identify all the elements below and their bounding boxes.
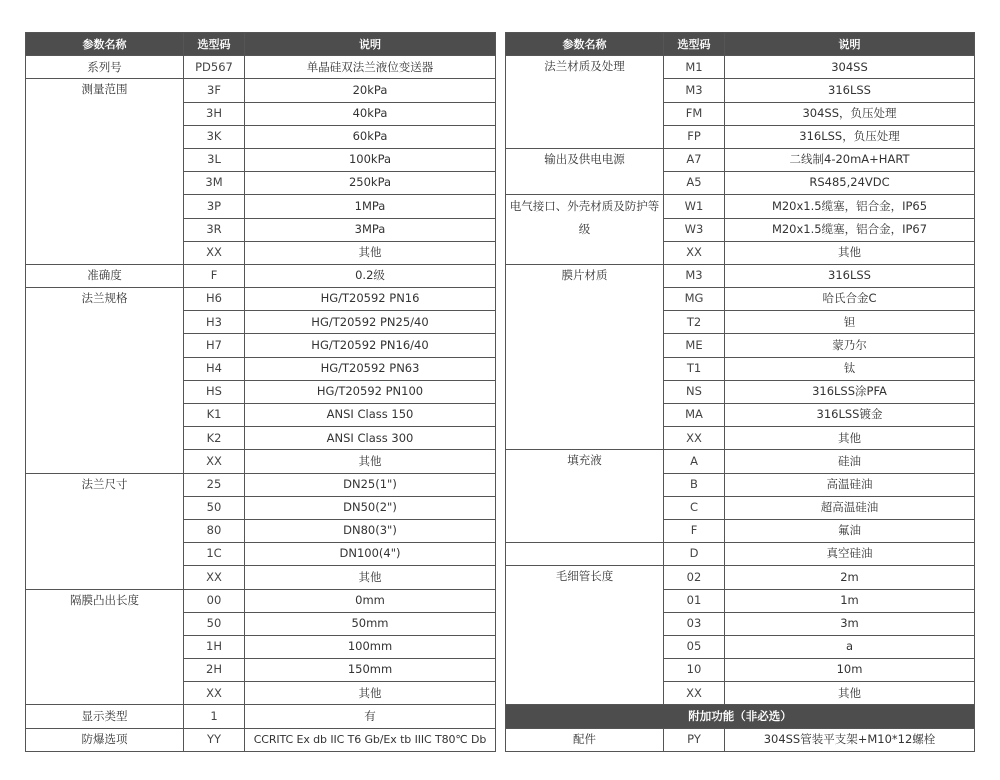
option-code: 1C [184,543,245,566]
option-description: 钛 [725,357,975,380]
option-code: FP [664,125,725,148]
option-code: 02 [664,566,725,589]
option-description: 蒙乃尔 [725,334,975,357]
option-code: H4 [184,357,245,380]
left-spec-table [25,32,496,752]
table-row [26,264,496,287]
table-row [26,728,496,751]
param-name [506,543,664,566]
table-row [506,56,975,79]
option-description: 单晶硅双法兰液位变送器 [245,56,496,79]
option-description: 3m [725,612,975,635]
option-code: H7 [184,334,245,357]
option-description: RS485,24VDC [725,172,975,195]
option-description: 40kPa [245,102,496,125]
option-description: 316LSS [725,79,975,102]
param-name: 防爆选项 [26,728,184,751]
option-code: XX [184,566,245,589]
option-description: 100mm [245,635,496,658]
option-description: 2m [725,566,975,589]
option-code: H3 [184,311,245,334]
option-description: 0mm [245,589,496,612]
option-description: 高温硅油 [725,473,975,496]
option-description: ANSI Class 150 [245,404,496,427]
option-code: 3L [184,148,245,171]
option-code: T2 [664,311,725,334]
option-code: T1 [664,357,725,380]
option-code: 3H [184,102,245,125]
option-description: a [725,635,975,658]
option-code: 2H [184,659,245,682]
table-row [506,148,975,171]
param-name: 膜片材质 [506,264,664,450]
option-description: HG/T20592 PN25/40 [245,311,496,334]
param-name: 系列号 [26,56,184,79]
option-code: 00 [184,589,245,612]
header-param: 参数名称 [506,33,664,56]
table-row [26,56,496,79]
header-code: 选型码 [664,33,725,56]
option-code: M3 [664,264,725,287]
option-description: 其他 [725,682,975,705]
option-code: H6 [184,288,245,311]
option-code: B [664,473,725,496]
option-description: M20x1.5缆塞，铝合金，IP65 [725,195,975,218]
option-code: 10 [664,659,725,682]
option-code: M1 [664,56,725,79]
option-code: 80 [184,519,245,542]
option-description: 有 [245,705,496,728]
option-description: 硅油 [725,450,975,473]
param-name: 毛细管长度 [506,566,664,705]
option-description: 其他 [245,241,496,264]
option-code: F [664,519,725,542]
option-description: 其他 [245,450,496,473]
option-code: M3 [664,79,725,102]
option-description: 哈氏合金C [725,288,975,311]
table-row [26,705,496,728]
option-code: ME [664,334,725,357]
table-row [506,450,975,473]
option-description: 3MPa [245,218,496,241]
option-description: 1MPa [245,195,496,218]
option-description: 316LSS，负压处理 [725,125,975,148]
additional-functions-section-row [506,705,975,728]
option-code: NS [664,380,725,403]
option-code: HS [184,380,245,403]
option-description: 10m [725,659,975,682]
param-name: 输出及供电电源 [506,148,664,194]
option-description: 其他 [725,427,975,450]
option-description: DN100(4") [245,543,496,566]
option-code: MG [664,288,725,311]
option-code: K1 [184,404,245,427]
option-description: HG/T20592 PN100 [245,380,496,403]
option-description: 250kPa [245,172,496,195]
table-header-row [506,33,975,56]
table-row [506,566,975,589]
option-description: 真空硅油 [725,543,975,566]
option-code: A7 [664,148,725,171]
param-name: 法兰尺寸 [26,473,184,589]
table-row [506,195,975,218]
param-name: 配件 [506,728,664,751]
param-name: 准确度 [26,264,184,287]
option-code: XX [184,241,245,264]
header-param: 参数名称 [26,33,184,56]
option-code: XX [664,427,725,450]
option-code: 3R [184,218,245,241]
option-code: 25 [184,473,245,496]
param-name: 显示类型 [26,705,184,728]
param-name: 测量范围 [26,79,184,265]
header-desc: 说明 [245,33,496,56]
option-code: PY [664,728,725,751]
option-description: 316LSS镀金 [725,404,975,427]
header-desc: 说明 [725,33,975,56]
option-description: 150mm [245,659,496,682]
option-code: 50 [184,612,245,635]
option-description: DN25(1") [245,473,496,496]
table-row [26,288,496,311]
option-code: D [664,543,725,566]
option-code: XX [664,682,725,705]
option-code: FM [664,102,725,125]
option-code: XX [664,241,725,264]
option-code: A [664,450,725,473]
option-description: M20x1.5缆塞，铝合金，IP67 [725,218,975,241]
option-description: ANSI Class 300 [245,427,496,450]
option-description: HG/T20592 PN16 [245,288,496,311]
option-code: F [184,264,245,287]
option-description: DN80(3") [245,519,496,542]
option-code: W3 [664,218,725,241]
param-name: 填充液 [506,450,664,543]
option-code: MA [664,404,725,427]
option-description: 其他 [245,682,496,705]
option-description: 316LSS [725,264,975,287]
option-description: HG/T20592 PN16/40 [245,334,496,357]
param-name: 隔膜凸出长度 [26,589,184,705]
option-description: 100kPa [245,148,496,171]
option-code: 01 [664,589,725,612]
option-description: CCRITC Ex db IIC T6 Gb/Ex tb IIIC T80℃ Db [245,728,496,751]
table-row [26,79,496,102]
option-description: 其他 [725,241,975,264]
option-description: 50mm [245,612,496,635]
header-code: 选型码 [184,33,245,56]
table-row [506,264,975,287]
option-description: 304SS [725,56,975,79]
table-header-row [26,33,496,56]
option-description: 316LSS涂PFA [725,380,975,403]
option-code: 1H [184,635,245,658]
table-row [26,589,496,612]
option-code: XX [184,682,245,705]
option-description: DN50(2") [245,496,496,519]
option-description: 钽 [725,311,975,334]
table-row [26,473,496,496]
option-description: 氟油 [725,519,975,542]
option-code: K2 [184,427,245,450]
option-description: 20kPa [245,79,496,102]
option-description: 其他 [245,566,496,589]
option-description: 二线制4-20mA+HART [725,148,975,171]
option-code: 03 [664,612,725,635]
option-code: PD567 [184,56,245,79]
option-code: 3F [184,79,245,102]
param-name: 法兰规格 [26,288,184,474]
option-description: 60kPa [245,125,496,148]
table-row [506,543,975,566]
option-code: 1 [184,705,245,728]
right-spec-table [505,32,975,752]
option-description: 304SS，负压处理 [725,102,975,125]
option-code: XX [184,450,245,473]
param-name: 电气接口、外壳材质及防护等级 [506,195,664,265]
option-code: 3P [184,195,245,218]
option-description: 1m [725,589,975,612]
option-code: 50 [184,496,245,519]
option-description: 0.2级 [245,264,496,287]
param-name: 法兰材质及处理 [506,56,664,149]
option-code: W1 [664,195,725,218]
table-row [506,728,975,751]
option-description: 超高温硅油 [725,496,975,519]
option-code: 3M [184,172,245,195]
option-code: 3K [184,125,245,148]
option-code: 05 [664,635,725,658]
option-code: C [664,496,725,519]
option-code: YY [184,728,245,751]
option-description: HG/T20592 PN63 [245,357,496,380]
option-description: 304SS管装平支架+M10*12螺栓 [725,728,975,751]
option-code: A5 [664,172,725,195]
section-title: 附加功能（非必选） [506,705,975,728]
